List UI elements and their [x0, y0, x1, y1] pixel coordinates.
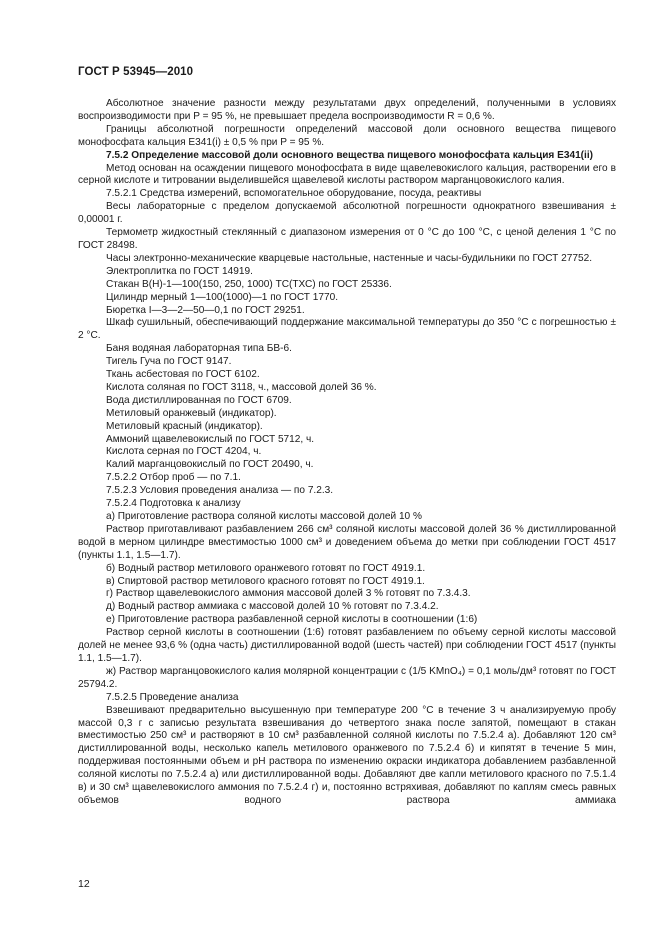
- paragraph: Часы электронно-механические кварцевые настольные, настенные и часы-будильники по ГОСТ 27752.: [106, 252, 593, 264]
- paragraph: Весы лабораторные с пределом допускаемой абсолютной погрешности однократного взвешивания ± 0,00001 г.: [78, 201, 616, 226]
- paragraph: Вода дистиллированная по ГОСТ 6709.: [106, 394, 292, 406]
- paragraph: Баня водяная лабораторная типа БВ-6.: [106, 343, 292, 355]
- page-number: 12: [78, 878, 90, 890]
- paragraph: Термометр жидкостный стеклянный с диапазоном измерения от 0 °C до 100 °C, с ценой деления 1 °C по ГОСТ 28498.: [78, 227, 616, 251]
- paragraph: 7.5.2.2 Отбор проб — по 7.1.: [106, 472, 241, 484]
- standard-header: ГОСТ Р 53945—2010: [78, 66, 194, 78]
- paragraph: Кислота серная по ГОСТ 4204, ч.: [106, 446, 262, 458]
- paragraph: 7.5.2.4 Подготовка к анализу: [106, 498, 241, 510]
- paragraph: Электроплитка по ГОСТ 14919.: [106, 265, 253, 277]
- paragraph: Взвешивают предварительно высушенную при температуре 200 °C в течение 3 ч анализируемую пробу массой 0,3 г с записью результата взвешивания до четвертого знака после запятой, помещают в стакан вместимостью 250 см³ и растворяют в 10 см³ разбавленной соляной кислоты по 7.5.2.4 а). Добавляют 120 см³ дистиллированной воды, несколько капель метилового оранжевого по 7.5.2.4 б) и кипятят в течение 5 мин, поддерживая постоянными объем и pH раствора по изменению окраски индикатора добавлением разбавленной соляной кислоты по 7.5.2.4 а) или дистиллированной воды. Добавляют две капли метилового красного по 7.5.1.4 в) и 30 см³ щавелевокислого аммония по 7.5.2.4 г) и, постоянно встряхивая, добавляют по каплям смесь равных объемов водного раствора аммиака: [78, 704, 616, 806]
- paragraph: Стакан В(Н)-1—100(150, 250, 1000) ТС(ТХС) по ГОСТ 25336.: [106, 278, 392, 290]
- paragraph: Раствор приготавливают разбавлением 266 см³ соляной кислоты массовой долей 36 % дистиллированной водой в мерном цилиндре вместимостью 1000 см³ и доведением объема до метки при соблюдении ГОСТ 4517 (пункты 1.1, 1.5—1.7).: [78, 523, 616, 561]
- paragraph: Калий марганцовокислый по ГОСТ 20490, ч.: [106, 459, 314, 471]
- paragraph: д) Водный раствор аммиака с массовой долей 10 % готовят по 7.3.4.2.: [106, 601, 439, 613]
- paragraph: Шкаф сушильный, обеспечивающий поддержание максимальной температуры до 350 °C с погрешностью ± 2 °C.: [78, 317, 616, 342]
- section-heading: 7.5.2 Определение массовой доли основного вещества пищевого монофосфата кальция Е341(ii): [106, 149, 594, 161]
- paragraph: е) Приготовление раствора разбавленной серной кислоты в соотношении (1:6): [106, 614, 478, 626]
- paragraph: 7.5.2.1 Средства измерений, вспомогательное оборудование, посуда, реактивы: [106, 188, 482, 200]
- paragraph: Тигель Гуча по ГОСТ 9147.: [106, 356, 232, 368]
- paragraph: 7.5.2.5 Проведение анализа: [106, 691, 239, 703]
- paragraph: Раствор серной кислоты в соотношении (1:6) готовят разбавлением по объему серной кислоты массовой долей не менее 93,6 % (одна часть) дистиллированной водой (шесть частей) при соблюдении ГОСТ 4517 (пункты 1.1, 1.5—1.7).: [78, 627, 616, 664]
- paragraph: 7.5.2.3 Условия проведения анализа — по 7.2.3.: [106, 485, 334, 497]
- paragraph: б) Водный раствор метилового оранжевого готовят по ГОСТ 4919.1.: [106, 562, 426, 574]
- paragraph: Метод основан на осаждении пищевого монофосфата в виде щавелевокислого кальция, растворении его в серной кислоте и титровании выделившейся щавелевой кислоты раствором марганцовокислого калия.: [78, 162, 616, 187]
- document-body: [78, 98, 616, 808]
- paragraph: Аммоний щавелевокислый по ГОСТ 5712, ч.: [106, 433, 315, 445]
- paragraph: г) Раствор щавелевокислого аммония массовой долей 3 % готовят по 7.3.4.3.: [106, 588, 471, 600]
- paragraph: Ткань асбестовая по ГОСТ 6102.: [106, 369, 260, 381]
- paragraph: Цилиндр мерный 1—100(1000)—1 по ГОСТ 1770.: [106, 291, 339, 303]
- paragraph: Абсолютное значение разности между результатами двух определений, полученными в условиях воспроизводимости при P = 95 %, не превышает предела воспроизводимости R = 0,6 %.: [78, 98, 616, 122]
- paragraph: Границы абсолютной погрешности определений массовой доли основного вещества пищевого монофосфата кальция Е341(i) ± 0,5 % при P = 95 %.: [78, 123, 616, 148]
- paragraph: Кислота соляная по ГОСТ 3118, ч., массовой долей 36 %.: [106, 381, 377, 393]
- paragraph: Метиловый красный (индикатор).: [106, 420, 263, 432]
- paragraph: а) Приготовление раствора соляной кислоты массовой долей 10 %: [106, 511, 422, 522]
- paragraph: в) Спиртовой раствор метилового красного готовят по ГОСТ 4919.1.: [106, 575, 425, 587]
- paragraph: ж) Раствор марганцовокислого калия молярной концентрации c (1/5 KMnO₄) = 0,1 моль/дм³ готовят по ГОСТ 25794.2.: [78, 665, 616, 690]
- paragraph: Метиловый оранжевый (индикатор).: [106, 407, 277, 419]
- paragraph: Бюретка I—3—2—50—0,1 по ГОСТ 29251.: [106, 304, 305, 316]
